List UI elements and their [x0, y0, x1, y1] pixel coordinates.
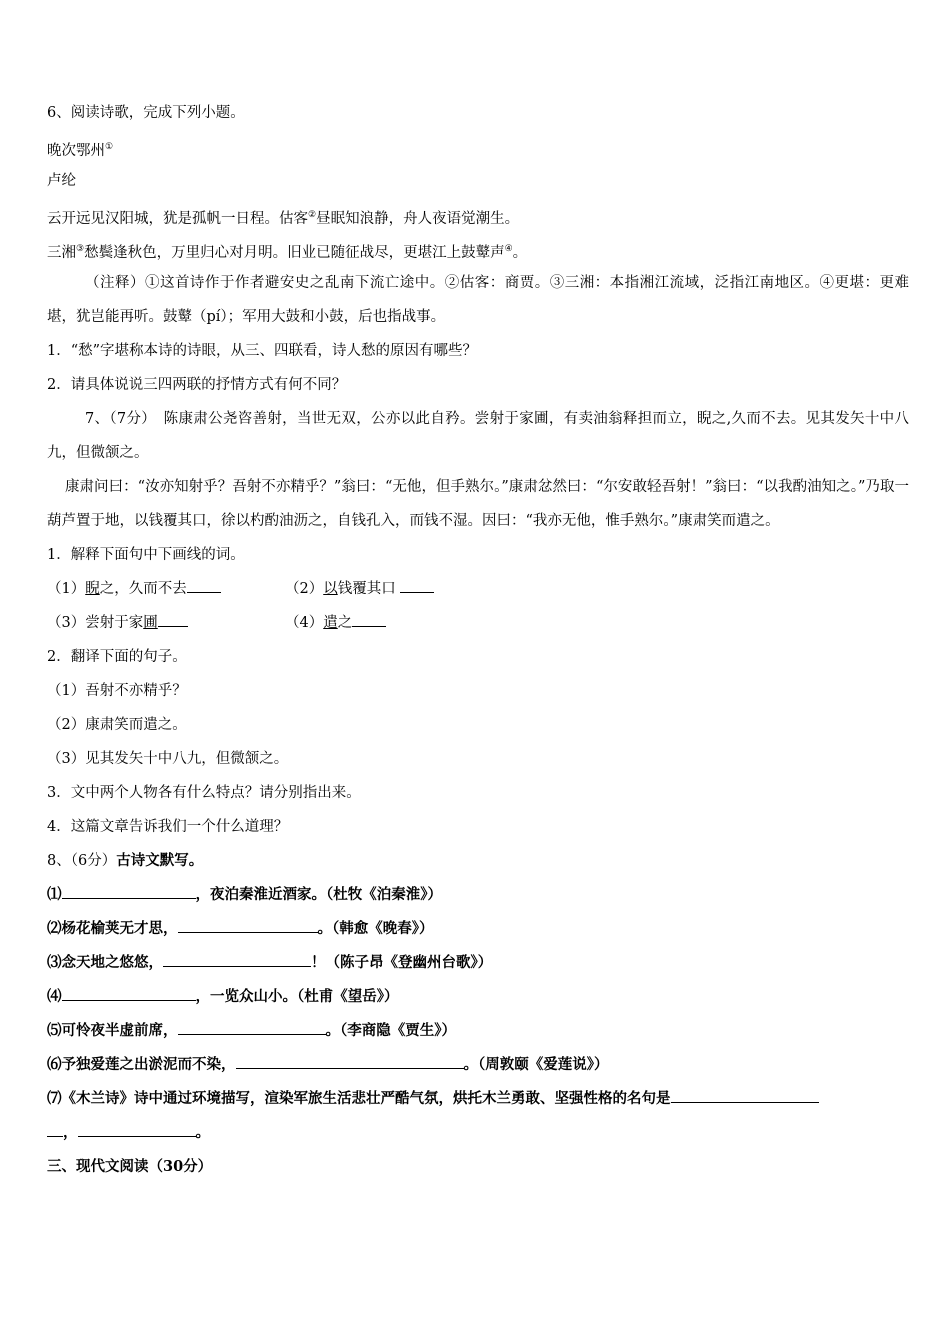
word-underlined-2: 以 — [323, 581, 338, 597]
q8-line-1: ⑴ ，夜泊秦淮近酒家。（杜牧《泊秦淮》） — [47, 886, 442, 903]
section-3-heading: 三、现代文阅读（30分） — [47, 1158, 213, 1175]
poem-line-2a: 三湘 — [47, 245, 76, 261]
word-item-2: （2）以钱覆其口 — [285, 572, 434, 606]
q7-para1: 7、（7分） 陈康肃公尧咨善射，当世无双，公亦以此自矜。尝射于家圃，有卖油翁释担而立，睨之,久而不去。见其发矢十中八九，但微颔之。 — [47, 411, 909, 461]
q7-translate-3: （3）见其发矢十中八九，但微颔之。 — [47, 751, 289, 767]
q8-line-7b: ， 。 — [47, 1116, 909, 1150]
word-underlined-1: 睨 — [85, 581, 100, 597]
poem-line-2c: 。 — [512, 245, 528, 261]
q8-heading-title: 古诗文默写。 — [116, 852, 204, 869]
poem-line-2 — [47, 232, 909, 266]
q7-sub4: 4．这篇文章告诉我们一个什么道理？ — [47, 819, 289, 835]
poem-line-1-note: ② — [308, 210, 317, 220]
poem-title — [47, 130, 909, 164]
q6-sub1: 1．“愁”字堪称本诗的诗眼，从三、四联看，诗人愁的原因有哪些？ — [47, 343, 478, 359]
poem-notes: （注释）①这首诗作于作者避安史之乱南下流亡途中。②估客：商贾。③三湘：本指湘江流域，泛指江南地区。④更堪：更难堪，犹岂能再听。鼓鼙（pí）；军用大鼓和小鼓，后也指战事。 — [47, 275, 909, 325]
blank-line[interactable] — [78, 1122, 196, 1137]
q8-line-6: ⑹予独爱莲之出淤泥而不染， 。（周敦颐《爱莲说》） — [47, 1056, 609, 1073]
blank-line[interactable] — [178, 1020, 326, 1035]
q8-line-3: ⑶念天地之悠悠， ！（陈子昂《登幽州台歌》） — [47, 954, 493, 971]
word-item-4: （4）遣之 — [285, 606, 386, 640]
word-item-1: （1）睨之，久而不去 — [47, 581, 221, 597]
q8-line-2: ⑵杨花榆荚无才思， 。（韩愈《晚春》） — [47, 920, 434, 937]
q8-line-4: ⑷ ，一览众山小。（杜甫《望岳》） — [47, 988, 399, 1005]
word-underlined-4: 遣 — [323, 615, 338, 631]
q8-line-5: ⑸可怜夜半虚前席， 。（李商隐《贾生》） — [47, 1022, 456, 1039]
poem-title-note: ① — [105, 142, 114, 152]
q7-translate-2: （2）康肃笑而遣之。 — [47, 717, 187, 733]
blank-line[interactable] — [352, 612, 386, 627]
blank-line[interactable] — [158, 612, 188, 627]
q7-para2: 康肃问曰：“汝亦知射乎？吾射不亦精乎？”翁曰：“无他，但手熟尔。”康肃忿然曰：“尔安敢轻吾射！”翁曰：“以我酌油知之。”乃取一葫芦置于地，以钱覆其口，徐以杓酌油沥之，自钱孔入，而钱不湿。因曰：“我亦无他，惟手熟尔。”康肃笑而遣之。 — [47, 479, 909, 529]
q6-heading: 6、阅读诗歌，完成下列小题。 — [47, 105, 245, 121]
poem-line-2-note2: ④ — [504, 244, 513, 254]
q7-sub2: 2．翻译下面的句子。 — [47, 649, 187, 665]
blank-line[interactable] — [163, 952, 311, 967]
q7-words-row-1 — [47, 572, 909, 606]
word-underlined-3: 圃 — [143, 615, 158, 631]
poem-line-2b: 愁鬓逢秋色，万里归心对月明。旧业已随征战尽，更堪江上鼓鼙声 — [84, 245, 505, 261]
blank-line[interactable] — [187, 578, 221, 593]
q7-sub3: 3．文中两个人物各有什么特点？请分别指出来。 — [47, 785, 361, 801]
poem-line-1b: 昼眠知浪静，舟人夜语觉潮生。 — [316, 211, 520, 227]
q6-sub2: 2．请具体说说三四两联的抒情方式有何不同？ — [47, 377, 347, 393]
q7-translate-1: （1）吾射不亦精乎？ — [47, 683, 187, 699]
q7-words-row-2 — [47, 606, 909, 640]
q7-sub1: 1．解释下面句中下画线的词。 — [47, 547, 245, 563]
q8-line-7: ⑺《木兰诗》诗中通过环境描写，渲染军旅生活悲壮严酷气氛，烘托木兰勇敢、坚强性格的名句是 — [47, 1082, 909, 1116]
poem-author: 卢纶 — [47, 173, 76, 189]
blank-line[interactable] — [178, 918, 318, 933]
blank-line[interactable] — [62, 884, 196, 899]
poem-title-text: 晚次鄂州 — [47, 143, 105, 159]
blank-line[interactable] — [62, 986, 196, 1001]
q8-heading — [47, 844, 909, 878]
blank-line[interactable] — [671, 1088, 819, 1103]
blank-line[interactable] — [236, 1054, 464, 1069]
blank-line[interactable] — [400, 578, 434, 593]
q8-heading-number: 8、（6分） — [47, 853, 117, 869]
blank-line[interactable] — [47, 1122, 63, 1137]
poem-line-1a: 云开远见汉阳城，犹是孤帆一日程。估客 — [47, 211, 308, 227]
document-page — [47, 96, 909, 1184]
word-item-3: （3）尝射于家圃 — [47, 615, 188, 631]
poem-line-1 — [47, 198, 909, 232]
poem-line-2-note: ③ — [76, 244, 85, 254]
